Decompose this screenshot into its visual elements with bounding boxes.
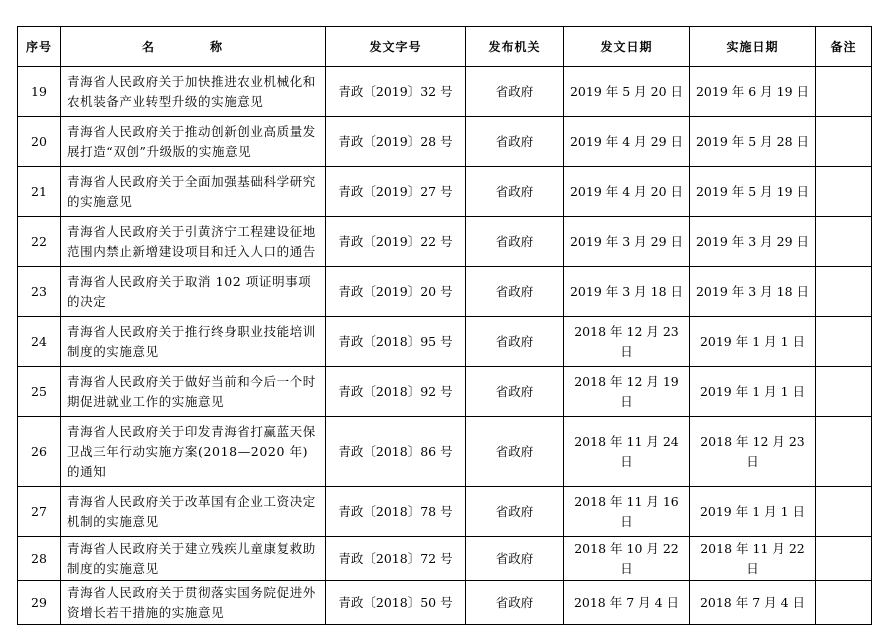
name-cell: 青海省人民政府关于全面加强基础科学研究的实施意见 — [61, 167, 326, 217]
name-cell: 青海省人民政府关于推行终身职业技能培训制度的实施意见 — [61, 317, 326, 367]
effective-date-cell: 2019 年 3 月 29 日 — [690, 217, 816, 267]
table-body — [18, 67, 872, 625]
header-issuing-authority: 发布机关 — [466, 27, 564, 67]
remark-cell — [816, 367, 872, 417]
serial-no-cell: 25 — [18, 367, 61, 417]
header-effective-date: 实施日期 — [690, 27, 816, 67]
issuing-authority-cell: 省政府 — [466, 317, 564, 367]
remark-cell — [816, 117, 872, 167]
effective-date-cell: 2019 年 1 月 1 日 — [690, 317, 816, 367]
issue-date-cell: 2018 年 12 月 23 日 — [564, 317, 690, 367]
issuing-authority-cell: 省政府 — [466, 267, 564, 317]
effective-date-cell: 2018 年 7 月 4 日 — [690, 581, 816, 625]
remark-cell — [816, 581, 872, 625]
issuing-authority-cell: 省政府 — [466, 217, 564, 267]
serial-no-cell: 29 — [18, 581, 61, 625]
header-issue-date: 发文日期 — [564, 27, 690, 67]
issue-date-cell: 2019 年 4 月 29 日 — [564, 117, 690, 167]
header-row — [18, 27, 872, 67]
table-row — [18, 217, 872, 267]
table-row — [18, 367, 872, 417]
effective-date-cell: 2018 年 12 月 23 日 — [690, 417, 816, 487]
effective-date-cell: 2019 年 1 月 1 日 — [690, 487, 816, 537]
document-number-cell: 青政〔2018〕50 号 — [326, 581, 466, 625]
remark-cell — [816, 417, 872, 487]
effective-date-cell: 2018 年 11 月 22 日 — [690, 537, 816, 581]
serial-no-cell: 24 — [18, 317, 61, 367]
issuing-authority-cell: 省政府 — [466, 167, 564, 217]
remark-cell — [816, 537, 872, 581]
name-cell: 青海省人民政府关于贯彻落实国务院促进外资增长若干措施的实施意见 — [61, 581, 326, 625]
issuing-authority-cell: 省政府 — [466, 67, 564, 117]
effective-date-cell: 2019 年 3 月 18 日 — [690, 267, 816, 317]
issue-date-cell: 2018 年 11 月 24 日 — [564, 417, 690, 487]
serial-no-cell: 23 — [18, 267, 61, 317]
effective-date-cell: 2019 年 1 月 1 日 — [690, 367, 816, 417]
table-row — [18, 537, 872, 581]
issue-date-cell: 2018 年 7 月 4 日 — [564, 581, 690, 625]
document-number-cell: 青政〔2019〕20 号 — [326, 267, 466, 317]
header-document-number: 发文字号 — [326, 27, 466, 67]
issue-date-cell: 2019 年 5 月 20 日 — [564, 67, 690, 117]
issuing-authority-cell: 省政府 — [466, 487, 564, 537]
remark-cell — [816, 67, 872, 117]
serial-no-cell: 20 — [18, 117, 61, 167]
document-number-cell: 青政〔2018〕72 号 — [326, 537, 466, 581]
issuing-authority-cell: 省政府 — [466, 581, 564, 625]
issuing-authority-cell: 省政府 — [466, 417, 564, 487]
serial-no-cell: 27 — [18, 487, 61, 537]
table-row — [18, 487, 872, 537]
document-number-cell: 青政〔2019〕22 号 — [326, 217, 466, 267]
table-row — [18, 117, 872, 167]
serial-no-cell: 19 — [18, 67, 61, 117]
effective-date-cell: 2019 年 5 月 28 日 — [690, 117, 816, 167]
table-row — [18, 317, 872, 367]
name-cell: 青海省人民政府关于建立残疾儿童康复救助制度的实施意见 — [61, 537, 326, 581]
issue-date-cell: 2018 年 11 月 16 日 — [564, 487, 690, 537]
name-cell: 青海省人民政府关于引黄济宁工程建设征地范围内禁止新增建设项目和迁入人口的通告 — [61, 217, 326, 267]
header-serial-no: 序号 — [18, 27, 61, 67]
issuing-authority-cell: 省政府 — [466, 367, 564, 417]
issue-date-cell: 2018 年 12 月 19 日 — [564, 367, 690, 417]
issue-date-cell: 2019 年 3 月 29 日 — [564, 217, 690, 267]
table-row — [18, 417, 872, 487]
name-cell: 青海省人民政府关于加快推进农业机械化和农机装备产业转型升级的实施意见 — [61, 67, 326, 117]
remark-cell — [816, 167, 872, 217]
serial-no-cell: 28 — [18, 537, 61, 581]
remark-cell — [816, 317, 872, 367]
name-cell: 青海省人民政府关于做好当前和今后一个时期促进就业工作的实施意见 — [61, 367, 326, 417]
table-row — [18, 167, 872, 217]
document-number-cell: 青政〔2018〕78 号 — [326, 487, 466, 537]
table-row — [18, 267, 872, 317]
document-number-cell: 青政〔2018〕86 号 — [326, 417, 466, 487]
issue-date-cell: 2019 年 4 月 20 日 — [564, 167, 690, 217]
issue-date-cell: 2019 年 3 月 18 日 — [564, 267, 690, 317]
remark-cell — [816, 267, 872, 317]
remark-cell — [816, 487, 872, 537]
document-number-cell: 青政〔2019〕28 号 — [326, 117, 466, 167]
serial-no-cell: 21 — [18, 167, 61, 217]
serial-no-cell: 26 — [18, 417, 61, 487]
regulations-table — [17, 26, 872, 625]
document-number-cell: 青政〔2019〕27 号 — [326, 167, 466, 217]
issuing-authority-cell: 省政府 — [466, 117, 564, 167]
table-row — [18, 581, 872, 625]
header-name: 名 称 — [61, 27, 326, 67]
name-cell: 青海省人民政府关于取消 102 项证明事项的决定 — [61, 267, 326, 317]
document-number-cell: 青政〔2019〕32 号 — [326, 67, 466, 117]
name-cell: 青海省人民政府关于推动创新创业高质量发展打造“双创”升级版的实施意见 — [61, 117, 326, 167]
issuing-authority-cell: 省政府 — [466, 537, 564, 581]
document-number-cell: 青政〔2018〕95 号 — [326, 317, 466, 367]
name-cell: 青海省人民政府关于改革国有企业工资决定机制的实施意见 — [61, 487, 326, 537]
name-cell: 青海省人民政府关于印发青海省打赢蓝天保卫战三年行动实施方案(2018—2020 年)的通知 — [61, 417, 326, 487]
effective-date-cell: 2019 年 6 月 19 日 — [690, 67, 816, 117]
header-remark: 备注 — [816, 27, 872, 67]
effective-date-cell: 2019 年 5 月 19 日 — [690, 167, 816, 217]
issue-date-cell: 2018 年 10 月 22 日 — [564, 537, 690, 581]
document-number-cell: 青政〔2018〕92 号 — [326, 367, 466, 417]
table-header — [18, 27, 872, 67]
table-row — [18, 67, 872, 117]
serial-no-cell: 22 — [18, 217, 61, 267]
remark-cell — [816, 217, 872, 267]
